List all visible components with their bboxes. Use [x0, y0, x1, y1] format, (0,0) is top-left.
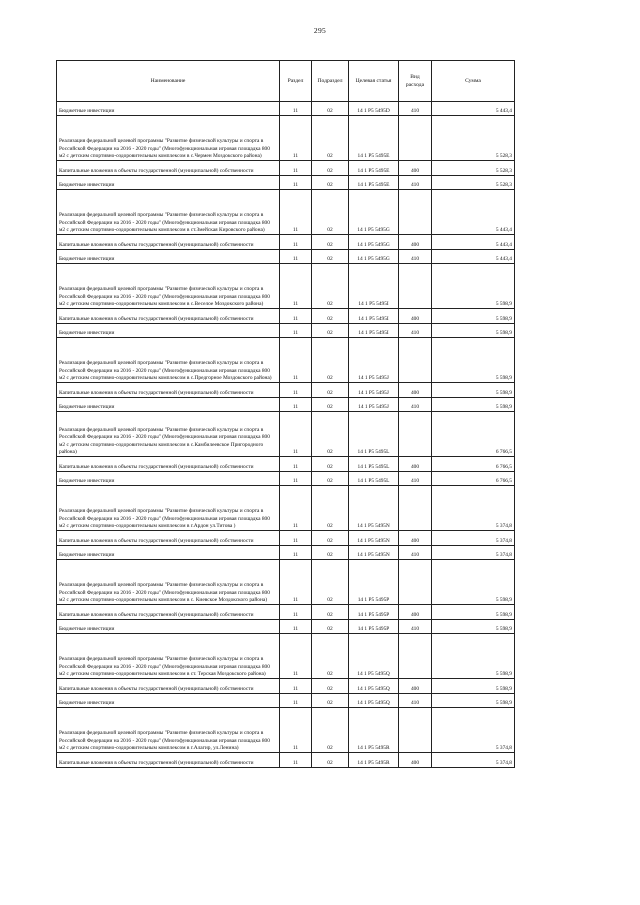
- row-subsection: 02: [312, 176, 349, 190]
- row-section: 11: [280, 398, 312, 412]
- row-sum: 6 766,5: [432, 412, 515, 457]
- table-row: [57, 753, 515, 768]
- row-expense-type: 400: [399, 605, 432, 620]
- row-expense-type: [399, 338, 432, 383]
- row-name: Бюджетные инвестиции: [57, 102, 280, 116]
- row-name: Капитальные вложения в объекты государственной (муниципальной) собственности: [57, 235, 280, 250]
- row-subsection: 02: [312, 753, 349, 768]
- row-subsection: 02: [312, 679, 349, 694]
- row-subsection: 02: [312, 605, 349, 620]
- row-sum: 5 374,8: [432, 708, 515, 753]
- header-expense-type: Вид расхода: [399, 61, 432, 102]
- row-expense-type: [399, 634, 432, 679]
- row-target: 14 1 P5 5495Q: [349, 694, 399, 708]
- row-subsection: 02: [312, 398, 349, 412]
- table-body: [57, 102, 515, 768]
- row-name: Капитальные вложения в объекты государственной (муниципальной) собственности: [57, 679, 280, 694]
- table-row: [57, 708, 515, 753]
- row-section: 11: [280, 161, 312, 176]
- row-expense-type: [399, 116, 432, 161]
- row-expense-type: 410: [399, 102, 432, 116]
- row-subsection: 02: [312, 457, 349, 472]
- table-row: [57, 338, 515, 383]
- header-subsection: Подраздел: [312, 61, 349, 102]
- row-name: Бюджетные инвестиции: [57, 324, 280, 338]
- row-name: Капитальные вложения в объекты государственной (муниципальной) собственности: [57, 753, 280, 768]
- row-target: 14 1 P5 5495G: [349, 250, 399, 264]
- row-expense-type: 410: [399, 620, 432, 634]
- row-name: Бюджетные инвестиции: [57, 694, 280, 708]
- row-name: Реализация федеральной целевой программы "Развитие физической культуры и спорта в Российской Федерации на 2016 - 2020 годы" (Многофункциональная игровая площадка 800 м2 с детским спортивно-оздоровительным комплексом в с.Веселое Моздокского района): [57, 264, 280, 309]
- row-subsection: 02: [312, 264, 349, 309]
- table-row: [57, 190, 515, 235]
- table-row: [57, 116, 515, 161]
- row-name: Бюджетные инвестиции: [57, 546, 280, 560]
- row-name: Бюджетные инвестиции: [57, 398, 280, 412]
- table-row: [57, 324, 515, 338]
- row-sum: 5 598,9: [432, 264, 515, 309]
- row-target: 14 1 P5 5495E: [349, 116, 399, 161]
- row-subsection: 02: [312, 338, 349, 383]
- table-row: [57, 694, 515, 708]
- row-expense-type: [399, 560, 432, 605]
- row-sum: 5 528,3: [432, 116, 515, 161]
- row-target: 14 1 P5 5495L: [349, 412, 399, 457]
- row-sum: 5 598,9: [432, 309, 515, 324]
- row-expense-type: 410: [399, 176, 432, 190]
- page-number: 295: [313, 26, 327, 35]
- row-name: Капитальные вложения в объекты государственной (муниципальной) собственности: [57, 383, 280, 398]
- row-subsection: 02: [312, 383, 349, 398]
- row-subsection: 02: [312, 250, 349, 264]
- table-row: [57, 486, 515, 531]
- row-sum: 5 528,3: [432, 161, 515, 176]
- row-expense-type: [399, 264, 432, 309]
- row-subsection: 02: [312, 486, 349, 531]
- row-subsection: 02: [312, 324, 349, 338]
- table-row: [57, 634, 515, 679]
- table-header: [57, 61, 515, 102]
- row-sum: 5 598,9: [432, 338, 515, 383]
- row-sum: 5 443,4: [432, 190, 515, 235]
- row-sum: 6 766,5: [432, 472, 515, 486]
- row-section: 11: [280, 457, 312, 472]
- row-sum: 5 374,8: [432, 753, 515, 768]
- row-sum: 5 374,8: [432, 546, 515, 560]
- row-name: Реализация федеральной целевой программы "Развитие физической культуры и спорта в Российской Федерации на 2016 - 2020 годы" (Многофункциональная игровая площадка 800 м2 с детским спортивно-оздоровительным комплексом в с.Камбилеевское Пригородного района): [57, 412, 280, 457]
- row-expense-type: 400: [399, 161, 432, 176]
- row-sum: 6 766,5: [432, 457, 515, 472]
- row-target: 14 1 P5 5495P: [349, 605, 399, 620]
- table-row: [57, 102, 515, 116]
- row-section: 11: [280, 338, 312, 383]
- row-section: 11: [280, 324, 312, 338]
- row-expense-type: 400: [399, 383, 432, 398]
- row-section: 11: [280, 250, 312, 264]
- row-sum: 5 374,8: [432, 531, 515, 546]
- row-name: Бюджетные инвестиции: [57, 472, 280, 486]
- row-target: 14 1 P5 5495I: [349, 324, 399, 338]
- row-name: Реализация федеральной целевой программы "Развитие физической культуры и спорта в Российской Федерации на 2016 - 2020 годы" (Многофункциональная игровая площадка 800 м2 с детским спортивно-оздоровительным комплексом в с. Киевское Моздокского района): [57, 560, 280, 605]
- row-expense-type: 410: [399, 546, 432, 560]
- row-sum: 5 598,9: [432, 694, 515, 708]
- row-section: 11: [280, 412, 312, 457]
- row-subsection: 02: [312, 412, 349, 457]
- row-section: 11: [280, 708, 312, 753]
- row-expense-type: 410: [399, 250, 432, 264]
- row-subsection: 02: [312, 546, 349, 560]
- row-expense-type: 400: [399, 235, 432, 250]
- row-sum: 5 374,8: [432, 486, 515, 531]
- row-target: 14 1 P5 5495I: [349, 264, 399, 309]
- row-section: 11: [280, 102, 312, 116]
- row-target: 14 1 P5 5495P: [349, 620, 399, 634]
- row-name: Реализация федеральной целевой программы "Развитие физической культуры и спорта в Российской Федерации на 2016 - 2020 годы" (Многофункциональная игровая площадка 800 м2 с детским спортивно-оздоровительным комплексом в ст.Змейская Кировского района): [57, 190, 280, 235]
- table-row: [57, 161, 515, 176]
- row-expense-type: 410: [399, 398, 432, 412]
- row-expense-type: 400: [399, 309, 432, 324]
- row-subsection: 02: [312, 634, 349, 679]
- row-sum: 5 443,4: [432, 250, 515, 264]
- row-sum: 5 598,9: [432, 679, 515, 694]
- row-subsection: 02: [312, 694, 349, 708]
- row-name: Бюджетные инвестиции: [57, 176, 280, 190]
- row-section: 11: [280, 694, 312, 708]
- row-expense-type: 400: [399, 531, 432, 546]
- header-name: Наименование: [57, 61, 280, 102]
- table-row: [57, 560, 515, 605]
- row-section: 11: [280, 620, 312, 634]
- row-target: 14 1 P5 5495I: [349, 309, 399, 324]
- table-row: [57, 264, 515, 309]
- row-section: 11: [280, 190, 312, 235]
- row-target: 14 1 P5 5495D: [349, 102, 399, 116]
- table-row: [57, 309, 515, 324]
- row-target: 14 1 P5 5495E: [349, 176, 399, 190]
- row-expense-type: 410: [399, 324, 432, 338]
- row-name: Бюджетные инвестиции: [57, 250, 280, 264]
- row-target: 14 1 P5 5495J: [349, 338, 399, 383]
- row-sum: 5 528,3: [432, 176, 515, 190]
- row-sum: 5 598,9: [432, 324, 515, 338]
- row-section: 11: [280, 634, 312, 679]
- row-target: 14 1 P5 5495E: [349, 161, 399, 176]
- row-name: Бюджетные инвестиции: [57, 620, 280, 634]
- header-sum: Сумма: [432, 61, 515, 102]
- table-row: [57, 546, 515, 560]
- row-subsection: 02: [312, 190, 349, 235]
- row-subsection: 02: [312, 472, 349, 486]
- row-expense-type: 400: [399, 457, 432, 472]
- row-subsection: 02: [312, 235, 349, 250]
- table-row: [57, 383, 515, 398]
- row-target: 14 1 P5 5495G: [349, 190, 399, 235]
- row-name: Реализация федеральной целевой программы "Развитие физической культуры и спорта в Российской Федерации на 2016 - 2020 годы" (Многофункциональная игровая площадка 800 м2 с детским спортивно-оздоровительным комплексом в г.Алагир, ул.Ленина): [57, 708, 280, 753]
- row-target: 14 1 P5 5495R: [349, 708, 399, 753]
- table-row: [57, 250, 515, 264]
- row-expense-type: 410: [399, 694, 432, 708]
- row-expense-type: [399, 190, 432, 235]
- row-section: 11: [280, 383, 312, 398]
- row-sum: 5 598,9: [432, 634, 515, 679]
- row-subsection: 02: [312, 620, 349, 634]
- row-expense-type: 400: [399, 679, 432, 694]
- table-row: [57, 457, 515, 472]
- row-expense-type: 400: [399, 753, 432, 768]
- budget-table: [56, 60, 515, 768]
- row-section: 11: [280, 753, 312, 768]
- row-name: Капитальные вложения в объекты государственной (муниципальной) собственности: [57, 531, 280, 546]
- row-section: 11: [280, 605, 312, 620]
- table-row: [57, 398, 515, 412]
- row-section: 11: [280, 486, 312, 531]
- row-sum: 5 443,4: [432, 102, 515, 116]
- header-target: Целевая статья: [349, 61, 399, 102]
- row-target: 14 1 P5 5495G: [349, 235, 399, 250]
- row-name: Реализация федеральной целевой программы "Развитие физической культуры и спорта в Российской Федерации на 2016 - 2020 годы" (Многофункциональная игровая площадка 800 м2 с детским спортивно-оздоровительным комплексом в г.Ардон ул.Титова ): [57, 486, 280, 531]
- row-expense-type: 410: [399, 472, 432, 486]
- row-section: 11: [280, 116, 312, 161]
- row-target: 14 1 P5 5495J: [349, 398, 399, 412]
- row-target: 14 1 P5 5495J: [349, 383, 399, 398]
- row-subsection: 02: [312, 708, 349, 753]
- row-target: 14 1 P5 5495L: [349, 472, 399, 486]
- row-sum: 5 598,9: [432, 560, 515, 605]
- table-row: [57, 679, 515, 694]
- table-row: [57, 176, 515, 190]
- row-section: 11: [280, 264, 312, 309]
- row-name: Капитальные вложения в объекты государственной (муниципальной) собственности: [57, 605, 280, 620]
- row-expense-type: [399, 486, 432, 531]
- row-name: Реализация федеральной целевой программы "Развитие физической культуры и спорта в Российской Федерации на 2016 - 2020 годы" (Многофункциональная игровая площадка 800 м2 с детским спортивно-оздоровительным комплексом в с.Чермен Моздокского района): [57, 116, 280, 161]
- row-expense-type: [399, 412, 432, 457]
- row-expense-type: [399, 708, 432, 753]
- row-sum: 5 443,4: [432, 235, 515, 250]
- header-section: Раздел: [280, 61, 312, 102]
- row-section: 11: [280, 546, 312, 560]
- row-target: 14 1 P5 5495L: [349, 457, 399, 472]
- table-row: [57, 620, 515, 634]
- row-name: Капитальные вложения в объекты государственной (муниципальной) собственности: [57, 161, 280, 176]
- row-target: 14 1 P5 5495Q: [349, 634, 399, 679]
- table-row: [57, 531, 515, 546]
- row-name: Капитальные вложения в объекты государственной (муниципальной) собственности: [57, 457, 280, 472]
- row-subsection: 02: [312, 116, 349, 161]
- row-name: Капитальные вложения в объекты государственной (муниципальной) собственности: [57, 309, 280, 324]
- row-subsection: 02: [312, 531, 349, 546]
- row-section: 11: [280, 560, 312, 605]
- row-target: 14 1 P5 5495N: [349, 531, 399, 546]
- row-target: 14 1 P5 5495N: [349, 486, 399, 531]
- row-section: 11: [280, 235, 312, 250]
- row-section: 11: [280, 472, 312, 486]
- row-sum: 5 598,9: [432, 383, 515, 398]
- row-target: 14 1 P5 5495N: [349, 546, 399, 560]
- row-section: 11: [280, 679, 312, 694]
- row-sum: 5 598,9: [432, 620, 515, 634]
- row-subsection: 02: [312, 560, 349, 605]
- table-row: [57, 235, 515, 250]
- row-target: 14 1 P5 5495R: [349, 753, 399, 768]
- row-target: 14 1 P5 5495Q: [349, 679, 399, 694]
- table-row: [57, 472, 515, 486]
- row-subsection: 02: [312, 309, 349, 324]
- table-row: [57, 605, 515, 620]
- row-section: 11: [280, 176, 312, 190]
- row-name: Реализация федеральной целевой программы "Развитие физической культуры и спорта в Российской Федерации на 2016 - 2020 годы" (Многофункциональная игровая площадка 800 м2 с детским спортивно-оздоровительным комплексом в с.Предгорное Моздокского района): [57, 338, 280, 383]
- row-sum: 5 598,9: [432, 398, 515, 412]
- row-section: 11: [280, 309, 312, 324]
- row-name: Реализация федеральной целевой программы "Развитие физической культуры и спорта в Российской Федерации на 2016 - 2020 годы" (Многофункциональная игровая площадка 800 м2 с детским спортивно-оздоровительным комплексом в ст. Терская Моздокского района): [57, 634, 280, 679]
- row-sum: 5 598,9: [432, 605, 515, 620]
- table-row: [57, 412, 515, 457]
- row-subsection: 02: [312, 102, 349, 116]
- row-target: 14 1 P5 5495P: [349, 560, 399, 605]
- row-subsection: 02: [312, 161, 349, 176]
- row-section: 11: [280, 531, 312, 546]
